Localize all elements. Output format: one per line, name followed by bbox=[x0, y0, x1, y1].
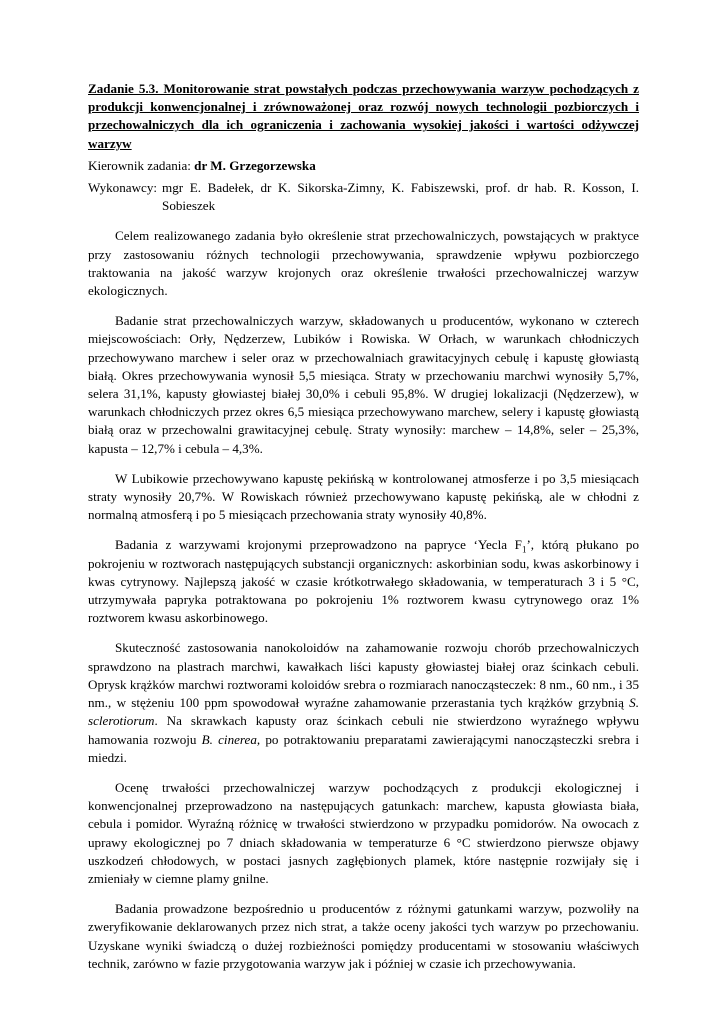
paragraph-cut-vegetables-part-b: ’, którą płukano po pokrojeniu w roztworach następujących substancji organicznych: askorbinian sodu, kwas askorbinowy i kwas cytrynowy. Najlepszą jakość w czasie krótkotrwałego składowania, w temperaturach 3 i 5 °C, utrzymywała papryka potraktowana po pokrojeniu 1% roztworem kwasu cytrynowego oraz 1% roztworem kwasu askorbinowego. bbox=[88, 537, 640, 626]
task-contractors-label: Wykonawcy: bbox=[88, 180, 158, 196]
paragraph-storage-losses: Badanie strat przechowalniczych warzyw, składowanych u producentów, wykonano w czterech miejscowościach: Orły, Nędzerzew, Lubików i Rowiska. W Orłach, w warunkach chłodniczych przechowywano marchew i seler oraz w przechowalniach grawitacyjnych cebulę i kapustę głowiastą białą. Okres przechowywania wynosił 5,5 miesiąca. Straty w przechowaniu marchwi wynosiły 5,7%, selera 31,1%, kapusty głowiastej białej 30,0% i cebuli 95,8%. W drugiej lokalizacji (Nędzerzew), w warunkach chłodniczych przez okres 6,5 miesiąca przechowywano marchew, selery i kapustę głowiastą białą oraz w przechowalni grawitacyjnej cebulę. Straty wynosiły: marchew – 14,8%, seler – 25,3%, kapusta – 12,7% i cebula – 4,3%. bbox=[88, 313, 639, 456]
task-title: Zadanie 5.3. Monitorowanie strat powstałych podczas przechowywania warzyw pochodzących z produkcji konwencjonalnej i zrównoważonej oraz rozwój nowych technologii pozbiorczych i przechowalniczych dla ich ograniczenia i zachowania wysokiej jakości i wartości odżywczej warzyw bbox=[88, 81, 639, 151]
task-manager-name: dr M. Grzegorzewska bbox=[194, 157, 316, 173]
pathogen-b-cinerea: B. cinerea, bbox=[201, 731, 261, 747]
document-page bbox=[88, 80, 639, 985]
paragraph-goal: Celem realizowanego zadania było określenie strat przechowalniczych, powstających w praktyce przy zastosowaniu różnych technologii przechowywania, sprawdzenie wpływu pozbiorczego traktowania na jakość warzyw krojonych oraz określenie trwałości przechowalniczej warzyw ekologicznych. bbox=[88, 228, 639, 299]
paragraph-nanocolloids-part-c: po potraktowaniu preparatami zawierającymi nanocząsteczki srebra i miedzi. bbox=[88, 731, 639, 765]
task-contractors-value: mgr E. Badełek, dr K. Sikorska-Zimny, K. Fabiszewski, prof. dr hab. R. Kosson, I. Sobieszek bbox=[162, 180, 639, 214]
paragraph-conclusions: Badania prowadzone bezpośrednio u producentów z różnymi gatunkami warzyw, pozwoliły na zweryfikowanie deklarowanych przez nich strat, a także oceny jakości tych warzyw po przechowaniu. Uzyskane wyniki świadczą o dużej rozbieżności pomiędzy producentami w stosowaniu właściwych technik, zarówno w fazie przygotowania warzyw jak i później w czasie ich przechowywania. bbox=[88, 901, 639, 971]
task-contractors bbox=[88, 179, 639, 215]
paragraph-cut-vegetables-part-a: Badania z warzywami krojonymi przeprowadzono na papryce ‘Yecla F bbox=[115, 537, 522, 553]
paragraph-organic-storage: Ocenę trwałości przechowalniczej warzyw pochodzących z produkcji ekologicznej i konwencjonalnej przeprowadzono na następujących gatunkach: marchew, kapusta głowiasta biała, cebula i pomidor. Wyraźną różnicę w trwałości stwierdzono w przypadku pomidorów. Na owocach z uprawy ekologicznej po 7 dniach składowania w temperaturze 6 °C stwierdzono pierwsze objawy uszkodzeń chłodowych, w postaci jasnych zagłębionych plamek, które następnie rozwijały się i zmieniały w ciemne plamy gnilne. bbox=[88, 779, 639, 886]
paragraph-cut-vegetables-subscript: 1 bbox=[521, 545, 527, 556]
pathogen-s-sclerotiorum: S. sclerotiorum bbox=[88, 695, 639, 729]
task-manager bbox=[88, 157, 639, 175]
paragraph-chinese-cabbage: W Lubikowie przechowywano kapustę pekińską w kontrolowanej atmosferze i po 3,5 miesiącach straty wynosiły 20,7%. W Rowiskach również przechowywano kapustę pekińską, ale w chłodni z normalną atmosferą i po 5 miesiącach przechowania straty wynosiły 40,8%. bbox=[88, 470, 639, 523]
paragraph-nanocolloids-part-a: Skuteczność zastosowania nanokoloidów na zahamowanie rozwoju chorób przechowalniczych sprawdzono na plastrach marchwi, kawałkach liści kapusty głowiastej białej oraz ścinkach cebuli. Oprysk krążków marchwi roztworami koloidów srebra o rozmiarach nanocząsteczek: 8 nm., 60 nm., i 35 nm., w stężeniu 100 ppm spowodował wyraźne zahamowanie przerastania tych krążków grzybnią bbox=[88, 640, 639, 711]
paragraph-nanocolloids-part-b: . Na skrawkach kapusty oraz ścinkach cebuli nie stwierdzono wyraźnego wpływu hamowania rozwoju bbox=[88, 713, 639, 747]
paragraph-nanocolloids bbox=[88, 639, 639, 766]
task-manager-label: Kierownik zadania: bbox=[88, 157, 195, 173]
paragraph-cut-vegetables bbox=[88, 536, 639, 627]
